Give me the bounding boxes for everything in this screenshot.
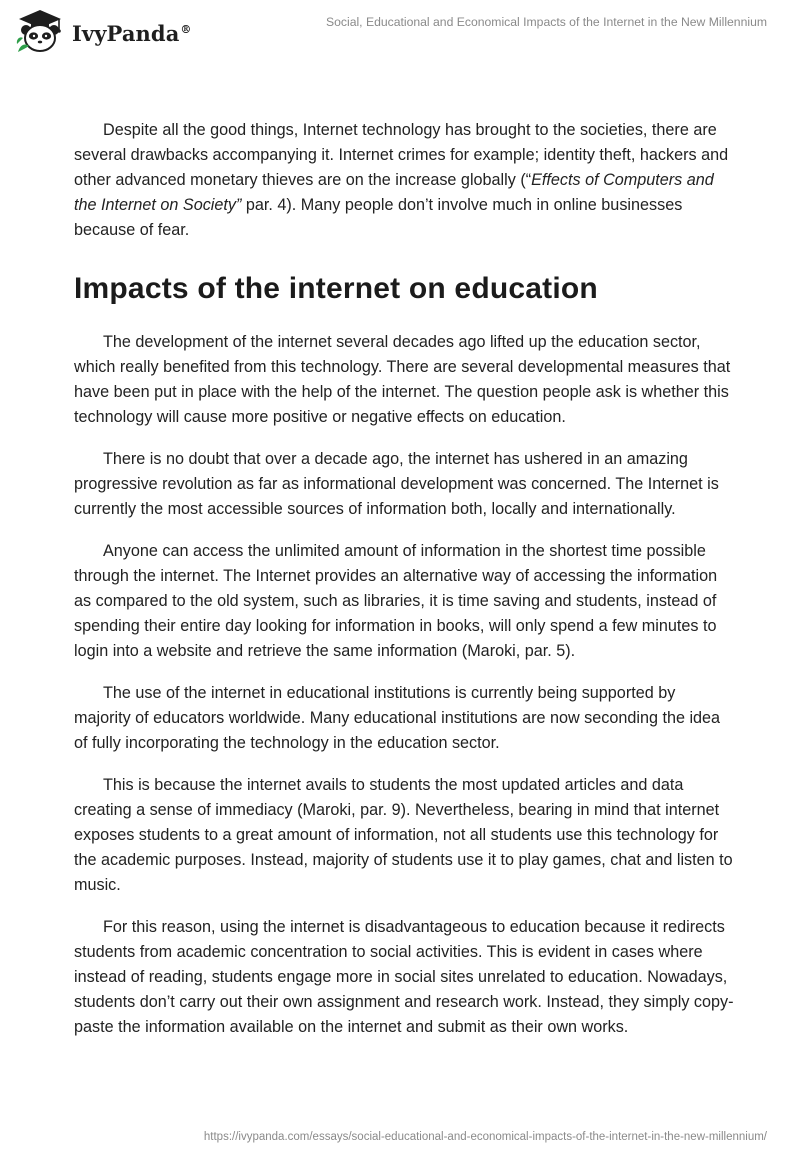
source-url-link[interactable]: https://ivypanda.com/essays/social-educational-and-economical-impacts-of-the-internet-in-the-new-millennium/ bbox=[203, 1131, 767, 1143]
document-title: Social, Educational and Economical Impacts of the Internet in the New Millennium bbox=[325, 15, 767, 29]
paragraph: The development of the internet several decades ago lifted up the education sector, which really benefited from this technology. There are several developmental measures that have been put in place with the help of the internet. The question people ask is whether this technology will cause more positive or negative effects on education. bbox=[74, 333, 731, 426]
paragraph: For this reason, using the internet is disadvantageous to education because it redirects students from academic concentration to social activities. This is evident in cases where instead of reading, students engage more in social sites unrelated to education. Nowadays, students don’t carry out their own assignment and research work. Instead, they simply copy-paste the information available on the internet and submit as their own works. bbox=[74, 918, 734, 1036]
registered-mark: ® bbox=[180, 22, 192, 36]
brand-name bbox=[72, 21, 192, 46]
paragraph-drawbacks-end: par. 4). Many people don’t involve much in online businesses because of fear. bbox=[74, 196, 683, 239]
citation-title: Effects of Computers and the Internet on Society” bbox=[74, 171, 714, 214]
paragraph-drawbacks-start: Despite all the good things, Internet technology has brought to the societies, there are several drawbacks accompanying it. Internet crimes for example; identity theft, hackers and other advanced monetary thieves are on the increase globally (“ bbox=[74, 121, 729, 189]
ivypanda-logo[interactable] bbox=[14, 8, 192, 54]
page-header bbox=[0, 0, 800, 60]
panda-graduate-icon bbox=[14, 8, 66, 54]
paragraph: Anyone can access the unlimited amount of information in the shortest time possible through the internet. The Internet provides an alternative way of accessing the information as compared to the old system, such as libraries, it is time saving and students, instead of spending their entire day looking for information in books, will only spend a few minutes to login into a website and retrieve the same information (Maroki, par. 5). bbox=[74, 542, 718, 660]
paragraph: This is because the internet avails to students the most updated articles and data creating a sense of immediacy (Maroki, par. 9). Nevertheless, bearing in mind that internet exposes students to a great amount of information, not all students use this technology for the academic purposes. Instead, majority of students use it to play games, chat and listen to music. bbox=[74, 776, 733, 894]
section-heading: Impacts of the internet on education bbox=[74, 272, 598, 305]
paragraph-drawbacks bbox=[74, 118, 734, 243]
paragraph: The use of the internet in educational institutions is currently being supported by majority of educators worldwide. Many educational institutions are now seconding the idea of fully incorporating the technology in the education sector. bbox=[74, 684, 721, 752]
brand-name-text: IvyPanda bbox=[72, 20, 180, 46]
paragraph: There is no doubt that over a decade ago, the internet has ushered in an amazing progressive revolution as far as informational development was concerned. The Internet is currently the most accessible sources of information both, locally and internationally. bbox=[74, 450, 719, 518]
essay-content bbox=[74, 118, 734, 1040]
